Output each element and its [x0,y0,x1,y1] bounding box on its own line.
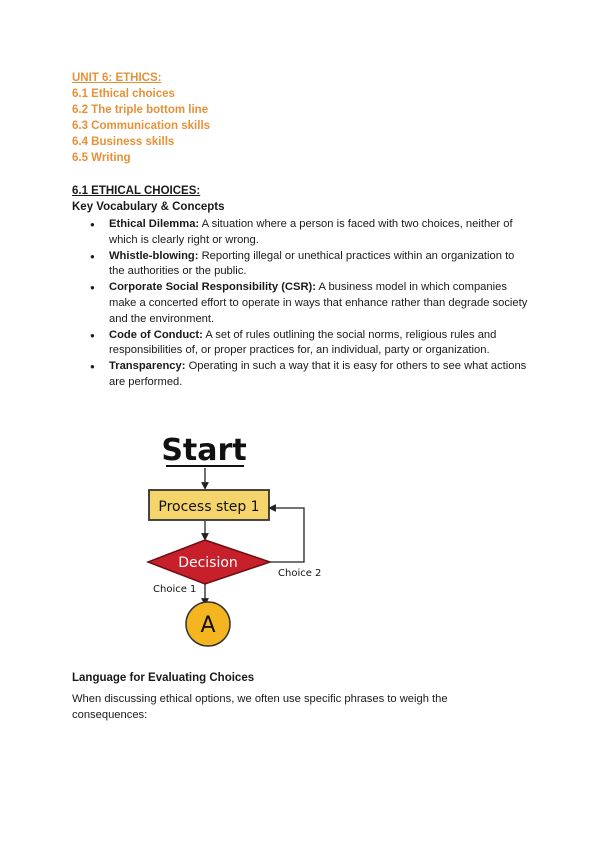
flow-choice2-label: Choice 2 [278,568,322,579]
vocab-definition: A situation where a person is faced with two choices, neither of which is clearly right or wrong. [109,218,513,246]
list-item [109,217,532,249]
flow-choice1-label: Choice 1 [153,584,197,595]
flow-decision-label: Decision [178,555,238,571]
table-of-contents [72,70,532,166]
section-subheading: Key Vocabulary & Concepts [72,201,225,213]
flow-end-label: A [200,613,216,638]
language-section-body: When discussing ethical options, we often use specific phrases to weigh the consequences: [72,693,448,721]
toc-item-6-2[interactable]: 6.2 The triple bottom line [72,104,209,116]
flow-process-label: Process step 1 [158,499,260,515]
toc-item-6-1[interactable]: 6.1 Ethical choices [72,88,175,100]
vocab-term: Code of Conduct: [109,328,203,341]
vocab-term: Transparency: [109,360,186,373]
toc-item-6-3[interactable]: 6.3 Communication skills [72,120,211,132]
vocab-definition: Reporting illegal or unethical practices within an organization to the authorities or the public. [109,249,515,278]
vocab-term: Ethical Dilemma: [109,218,200,230]
list-item [109,280,532,327]
list-item [109,249,532,281]
list-item [109,328,532,360]
vocab-term: Whistle-blowing: [109,249,199,262]
arrow-choice2-loop [270,508,304,562]
vocab-definition: A set of rules outlining the social norms, religious rules and responsibilities of, or proper practices for, an individual, party or organization. [109,328,497,357]
flowchart-image [140,420,340,650]
flow-start-label: Start [161,433,247,468]
toc-item-6-4[interactable]: 6.4 Business skills [72,136,175,148]
vocab-definition: A business model in which companies make a concerted effort to operate in ways that enhance rather than degrade society and the environment. [109,281,528,325]
document-page [72,70,532,391]
list-item [109,359,532,391]
section-title: 6.1 ETHICAL CHOICES: [72,185,201,197]
unit-title[interactable]: UNIT 6: ETHICS: [72,72,162,84]
vocabulary-list [72,217,532,391]
vocab-definition: Operating in such a way that it is easy for others to see what actions are performed. [109,360,527,388]
toc-item-6-5[interactable]: 6.5 Writing [72,152,131,164]
vocab-term: Corporate Social Responsibility (CSR): [109,281,316,294]
language-section-title: Language for Evaluating Choices [72,672,255,684]
